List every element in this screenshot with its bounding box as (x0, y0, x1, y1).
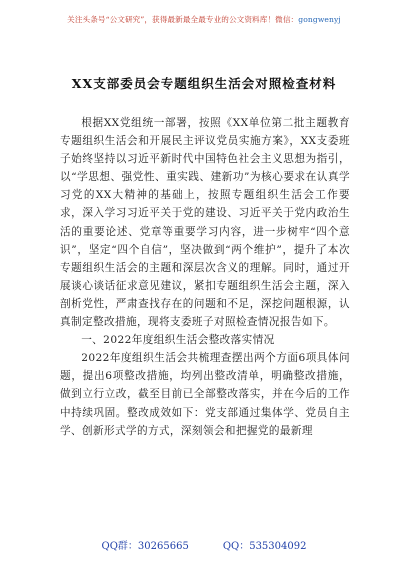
promo-text: 关注头条号“公文研究”，获得最新最全最专业的公文资料库！ (67, 15, 276, 24)
section-paragraph: 2022年度组织生活会共梳理查摆出两个方面6项具体问题，提出6项整改措施，均列出整改清单，明确整改措施，做到立行立改，截至目前已全部整改落实，并在今后的工作中持续巩固。整改成效如下：党支部通过集体学、党员自主学、创新形式学的方式，深刻领会和把握党的最新理 (60, 352, 350, 437)
footer-contact (0, 537, 408, 552)
document-body (60, 114, 350, 440)
wechat-label: 微信： (275, 15, 299, 24)
body-paragraph: 根据XX党组统一部署，按照《XX单位第二批主题教育专题组织生活会和开展民主评议党员实施方案》，XX支委班子始终坚持以习近平新时代中国特色社会主义思想为指引，以“学思想、强党性、重实践、建新功”为核心要求在认真学习党的XX大精神的基础上，按照专题组织生活会工作要求，深入学习习近平关于党的建设、习近平关于党内政治生活的重要论述、党章等重要学习内容，进一步树牢“四个意识”，坚定“四个自信”，坚决做到“两个维护”，提升了本次专题组织生活会的主题和深层次含义的理解。同时，通过开展谈心谈话征求意见建议，紧扣专题组织生活会主题，深入剖析党性，严肃查找存在的问题和不足，深挖问题根源，认真制定整改措施，现将支委班子对照检查情况报告如下。 (60, 117, 350, 329)
document-title: XX支部委员会专题组织生活会对照检查材料 (71, 76, 337, 91)
wechat-id: gongwenyj (298, 15, 341, 24)
qq-number: QQ：535304092 (222, 541, 307, 552)
header-promo (0, 14, 408, 25)
qq-group-number: QQ群：30265665 (101, 541, 189, 552)
section-heading: 一、2022年度组织生活会整改落实情况 (81, 334, 275, 347)
